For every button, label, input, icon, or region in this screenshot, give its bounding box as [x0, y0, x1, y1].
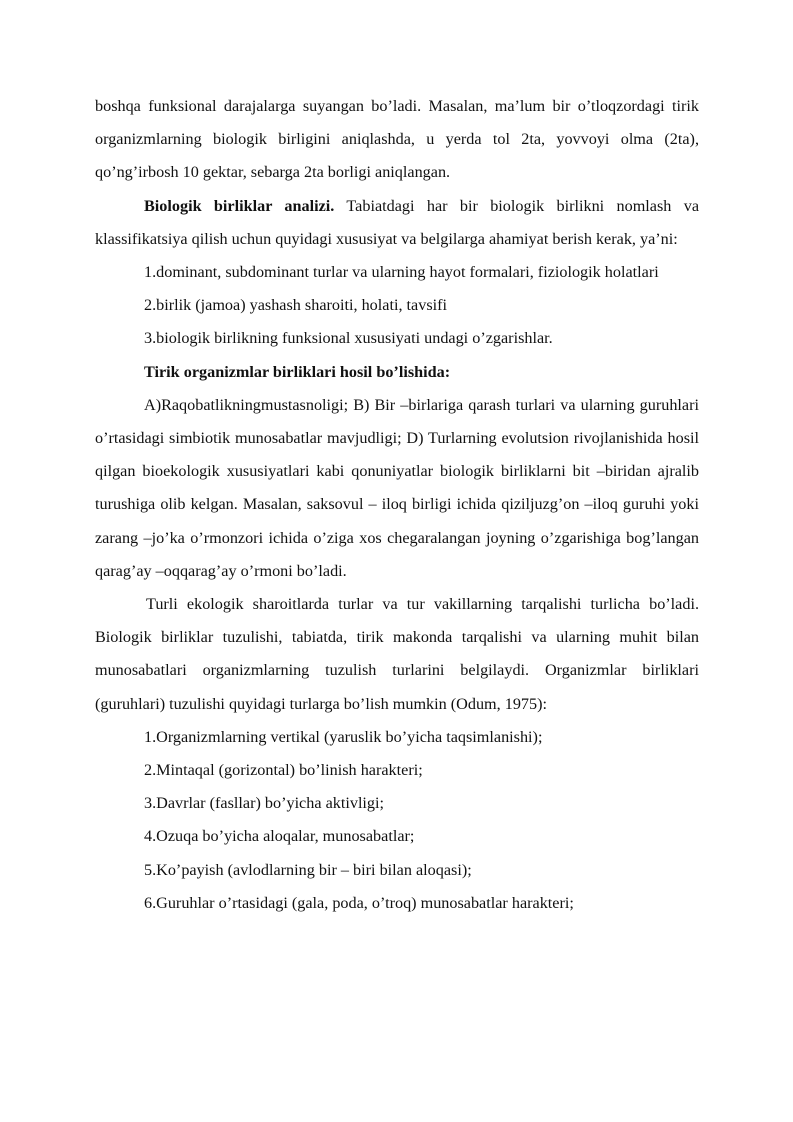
document-page — [95, 90, 699, 920]
structure-list-item-4: 4.Ozuqa bo’yicha aloqalar, munosabatlar; — [144, 827, 415, 846]
paragraph-analysis — [95, 190, 699, 256]
paragraph-regularities: A)Raqobatlikningmustasnoligi; B) Bir –birlariga qarash turlari va ularning guruhlari o’rtasidagi simbiotik munosabatlar mavjudligi; D) Turlarning evolutsion rivojlanishida hosil qilgan bioekologik xususiyatlari kabi qonuniyatlar biologik birliklarni bit –biridan ajralib turushiga olib kelgan. Masalan, saksovul – iloq birligi ichida qiziljuzg’on –iloq guruhi yoki zarang –jo’ka o’rmonzori ichida o’ziga xos chegaralangan joyning o’zgarishiga bog’langan qarag’ay –oqqarag’ay o’rmoni bo’ladi. — [95, 395, 699, 580]
criteria-item-3: 3.biologik birlikning funksional xususiyati undagi o’zgarishlar. — [144, 329, 553, 348]
paragraph-intro: boshqa funksional darajalarga suyangan bo’ladi. Masalan, ma’lum bir o’tloqzordagi tirik organizmlarning biologik birligini aniqlashda, u yerda tol 2ta, yovvoyi olma (2ta), qo’ng’irbosh 10 gektar, sebarga 2ta borligi aniqlangan. — [95, 97, 699, 182]
formation-heading — [95, 356, 699, 389]
analysis-text: Tabiatdagi har bir biologik birlikni nomlash va klassifikatsiya qilish uchun quyidagi xususiyat va belgilarga ahamiyat berish kerak, ya’ni: — [95, 196, 699, 248]
criteria-item-1: 1.dominant, subdominant turlar va ularning hayot formalari, fiziologik holatlari — [144, 263, 659, 282]
structure-list-item-6: 6.Guruhlar o’rtasidagi (gala, poda, o’troq) munosabatlar harakteri; — [144, 893, 574, 912]
formation-heading-text: Tirik organizmlar birliklari hosil bo’lishida: — [144, 362, 451, 381]
criteria-item-2: 2.birlik (jamoa) yashash sharoiti, holati, tavsifi — [144, 296, 448, 315]
structure-list-item-5: 5.Ko’payish (avlodlarning bir – biri bilan aloqasi); — [144, 860, 472, 879]
structure-list-item-2: 2.Mintaqal (gorizontal) bo’linish harakteri; — [144, 761, 423, 780]
paragraph-distribution: Turli ekologik sharoitlarda turlar va tur vakillarning tarqalishi turlicha bo’ladi. Biologik birliklar tuzulishi, tabiatda, tirik makonda tarqalishi va ularning muhit bilan munosabatlari organizmlarning tuzulish turlarini belgilaydi. Organizmlar birliklari (guruhlari) tuzulishi quyidagi turlarga bo’lish mumkin (Odum, 1975): — [95, 595, 699, 713]
structure-list-item-1: 1.Organizmlarning vertikal (yaruslik bo’yicha taqsimlanishi); — [144, 727, 543, 746]
structure-list-item-3: 3.Davrlar (fasllar) bo’yicha aktivligi; — [144, 794, 385, 813]
analysis-heading: Biologik birliklar analizi. — [144, 196, 335, 215]
